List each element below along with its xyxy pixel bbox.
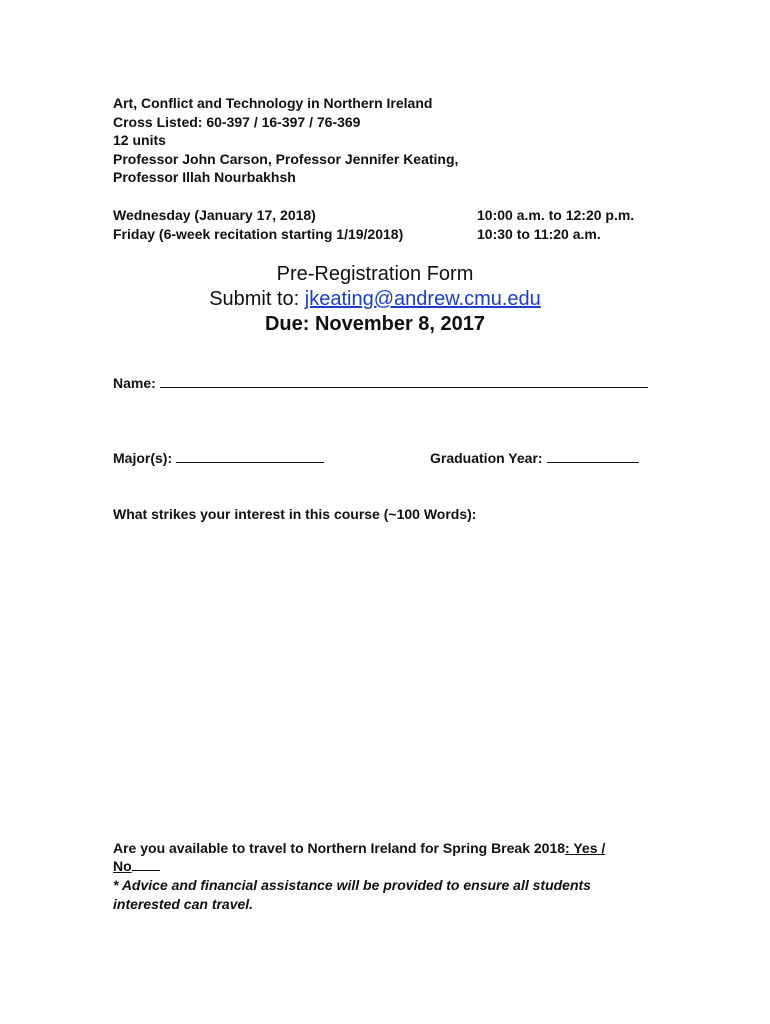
- due-date: Due: November 8, 2017: [264, 313, 486, 335]
- professors-line-1: Professor John Carson, Professor Jennifer Keating,: [113, 150, 459, 167]
- form-title: Pre-Registration Form: [276, 263, 474, 285]
- course-units: 12 units: [113, 132, 166, 148]
- professors-line-2: Professor Illah Nourbakhsh: [113, 169, 296, 185]
- travel-question: Are you available to travel to Northern Ireland for Spring Break 2018: Yes / No: [113, 840, 606, 874]
- schedule-row: [113, 206, 673, 225]
- email-link[interactable]: jkeating@andrew.cmu.edu: [304, 288, 541, 310]
- schedule: [113, 206, 673, 244]
- grad-year-field[interactable]: [430, 449, 639, 467]
- grad-year-label: Graduation Year:: [430, 450, 543, 466]
- no-trailing-blank: [132, 858, 160, 871]
- major-field[interactable]: [113, 449, 324, 467]
- course-header: [113, 94, 458, 187]
- yes-option[interactable]: Yes /: [573, 840, 606, 856]
- schedule-row: [113, 225, 673, 244]
- name-label: Name:: [113, 375, 156, 391]
- submit-prefix: Submit to:: [209, 288, 305, 310]
- major-label: Major(s):: [113, 450, 173, 466]
- schedule-day: Friday (6-week recitation starting 1/19/2018): [113, 226, 404, 242]
- course-title: Art, Conflict and Technology in Northern Ireland: [113, 95, 433, 111]
- schedule-time: 10:30 to 11:20 a.m.: [477, 226, 601, 242]
- interest-prompt: What strikes your interest in this course (~100 Words):: [113, 506, 477, 522]
- name-field[interactable]: [113, 374, 648, 392]
- note-line-2: interested can travel.: [113, 896, 254, 912]
- submit-line: [0, 287, 760, 312]
- grad-year-blank[interactable]: [547, 449, 639, 463]
- schedule-time: 10:00 a.m. to 12:20 p.m.: [477, 207, 635, 223]
- travel-note: [113, 876, 673, 914]
- travel-question-text: Are you available to travel to Northern Ireland for Spring Break 2018: [113, 840, 566, 856]
- major-blank[interactable]: [176, 449, 324, 463]
- name-blank[interactable]: [160, 374, 648, 388]
- note-line-1: * Advice and financial assistance will be provided to ensure all students: [113, 877, 591, 893]
- schedule-day: Wednesday (January 17, 2018): [113, 207, 316, 223]
- no-option[interactable]: No: [113, 858, 132, 874]
- cross-listed: Cross Listed: 60-397 / 16-397 / 76-369: [113, 113, 361, 130]
